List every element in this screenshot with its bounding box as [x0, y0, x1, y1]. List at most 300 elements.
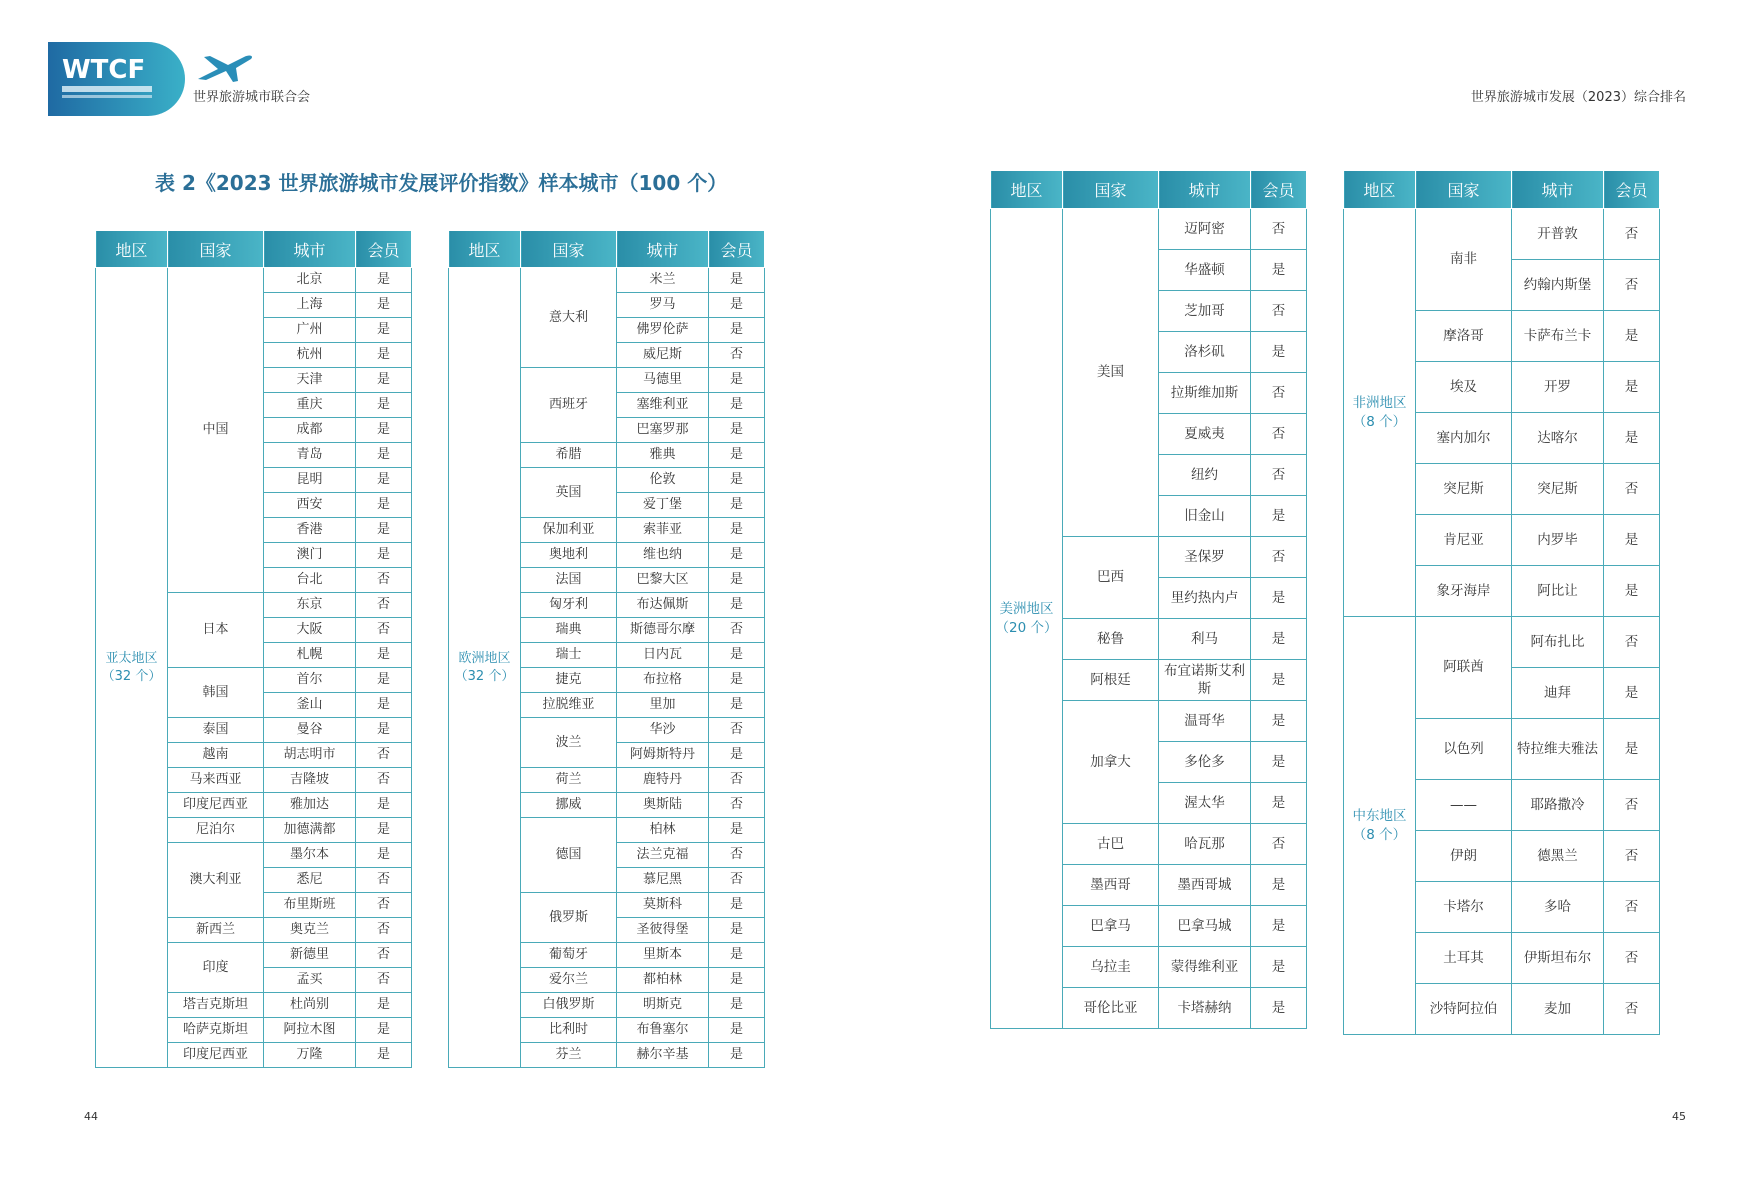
city-cell: 纽约	[1159, 455, 1251, 496]
member-cell: 是	[1251, 578, 1307, 619]
city-cell: 阿姆斯特丹	[617, 743, 709, 768]
europe-table	[448, 230, 765, 1068]
member-cell: 是	[356, 443, 412, 468]
city-cell: 马德里	[617, 368, 709, 393]
city-cell: 圣保罗	[1159, 537, 1251, 578]
country-cell: 印度尼西亚	[168, 793, 264, 818]
country-cell: 匈牙利	[521, 593, 617, 618]
country-cell: 新西兰	[168, 918, 264, 943]
city-cell: 索菲亚	[617, 518, 709, 543]
member-cell: 是	[356, 268, 412, 293]
member-cell: 是	[1251, 742, 1307, 783]
member-cell: 是	[709, 968, 765, 993]
country-cell: 印度	[168, 943, 264, 993]
city-cell: 札幌	[264, 643, 356, 668]
city-cell: 威尼斯	[617, 343, 709, 368]
member-cell: 否	[709, 843, 765, 868]
member-cell: 否	[356, 593, 412, 618]
city-cell: 布鲁塞尔	[617, 1018, 709, 1043]
member-cell: 否	[1251, 291, 1307, 332]
member-cell: 否	[709, 768, 765, 793]
country-cell: 巴西	[1063, 537, 1159, 619]
country-cell: 保加利亚	[521, 518, 617, 543]
country-cell: 希腊	[521, 443, 617, 468]
city-cell: 洛杉矶	[1159, 332, 1251, 373]
country-cell: 以色列	[1416, 719, 1512, 780]
country-cell: 卡塔尔	[1416, 882, 1512, 933]
country-cell: 越南	[168, 743, 264, 768]
city-cell: 法兰克福	[617, 843, 709, 868]
member-cell: 是	[356, 993, 412, 1018]
country-cell: 塔吉克斯坦	[168, 993, 264, 1018]
city-cell: 西安	[264, 493, 356, 518]
city-cell: 重庆	[264, 393, 356, 418]
city-cell: 布达佩斯	[617, 593, 709, 618]
city-cell: 明斯克	[617, 993, 709, 1018]
city-cell: 柏林	[617, 818, 709, 843]
city-cell: 曼谷	[264, 718, 356, 743]
member-cell: 否	[356, 743, 412, 768]
region-count: （8 个）	[1352, 413, 1407, 430]
city-cell: 雅典	[617, 443, 709, 468]
member-cell: 否	[1604, 209, 1660, 260]
member-cell: 是	[709, 1043, 765, 1068]
city-cell: 伊斯坦布尔	[1512, 933, 1604, 984]
member-cell: 否	[356, 893, 412, 918]
city-cell: 爱丁堡	[617, 493, 709, 518]
country-cell: 阿联酋	[1416, 617, 1512, 719]
member-cell: 是	[356, 1018, 412, 1043]
member-cell: 否	[1251, 824, 1307, 865]
member-cell: 否	[1251, 455, 1307, 496]
airplane-icon	[196, 49, 254, 83]
city-cell: 圣彼得堡	[617, 918, 709, 943]
region-cell	[96, 268, 168, 1068]
city-cell: 天津	[264, 368, 356, 393]
country-cell: 奥地利	[521, 543, 617, 568]
member-cell: 否	[1604, 933, 1660, 984]
city-cell: 广州	[264, 318, 356, 343]
table-row	[1344, 209, 1660, 260]
city-cell: 罗马	[617, 293, 709, 318]
member-cell: 是	[1604, 362, 1660, 413]
member-cell: 是	[709, 518, 765, 543]
city-cell: 特拉维夫雅法	[1512, 719, 1604, 780]
member-cell: 是	[709, 668, 765, 693]
country-cell: 日本	[168, 593, 264, 668]
city-cell: 旧金山	[1159, 496, 1251, 537]
member-cell: 是	[709, 368, 765, 393]
svg-text:WTCF: WTCF	[62, 55, 146, 85]
member-cell: 是	[1604, 668, 1660, 719]
member-cell: 是	[709, 443, 765, 468]
country-cell: 捷克	[521, 668, 617, 693]
member-cell: 是	[709, 418, 765, 443]
col-header-city: 城市	[264, 231, 356, 268]
col-header-member: 会员	[1604, 171, 1660, 209]
city-cell: 青岛	[264, 443, 356, 468]
region-count: （20 个）	[995, 619, 1058, 636]
city-cell: 悉尼	[264, 868, 356, 893]
member-cell: 是	[709, 643, 765, 668]
city-cell: 万隆	[264, 1043, 356, 1068]
region-cell	[991, 209, 1063, 1029]
country-cell: 泰国	[168, 718, 264, 743]
country-cell: 墨西哥	[1063, 865, 1159, 906]
member-cell: 是	[356, 393, 412, 418]
member-cell: 否	[709, 793, 765, 818]
member-cell: 是	[1251, 947, 1307, 988]
country-cell: 象牙海岸	[1416, 566, 1512, 617]
member-cell: 是	[356, 643, 412, 668]
country-cell: 瑞士	[521, 643, 617, 668]
member-cell: 是	[1251, 660, 1307, 701]
city-cell: 杭州	[264, 343, 356, 368]
col-header-city: 城市	[617, 231, 709, 268]
city-cell: 巴塞罗那	[617, 418, 709, 443]
city-cell: 迪拜	[1512, 668, 1604, 719]
country-cell: 澳大利亚	[168, 843, 264, 918]
member-cell: 是	[356, 293, 412, 318]
city-cell: 上海	[264, 293, 356, 318]
city-cell: 温哥华	[1159, 701, 1251, 742]
country-cell: 波兰	[521, 718, 617, 768]
city-cell: 首尔	[264, 668, 356, 693]
city-cell: 迈阿密	[1159, 209, 1251, 250]
country-cell: 意大利	[521, 268, 617, 368]
city-cell: 胡志明市	[264, 743, 356, 768]
country-cell: 肯尼亚	[1416, 515, 1512, 566]
member-cell: 是	[1251, 988, 1307, 1029]
member-cell: 否	[1604, 984, 1660, 1035]
member-cell: 是	[1604, 515, 1660, 566]
city-cell: 阿布扎比	[1512, 617, 1604, 668]
member-cell: 否	[356, 968, 412, 993]
member-cell: 是	[1251, 619, 1307, 660]
city-cell: 达喀尔	[1512, 413, 1604, 464]
city-cell: 孟买	[264, 968, 356, 993]
city-cell: 大阪	[264, 618, 356, 643]
region-cell	[1344, 617, 1416, 1035]
city-cell: 维也纳	[617, 543, 709, 568]
americas-table	[990, 170, 1307, 1029]
member-cell: 是	[1251, 783, 1307, 824]
region-count: （32 个）	[101, 668, 162, 684]
member-cell: 否	[1251, 209, 1307, 250]
country-cell: 阿根廷	[1063, 660, 1159, 701]
city-cell: 日内瓦	[617, 643, 709, 668]
col-header-region: 地区	[96, 231, 168, 268]
member-cell: 否	[1604, 831, 1660, 882]
member-cell: 是	[1251, 701, 1307, 742]
member-cell: 否	[1604, 780, 1660, 831]
member-cell: 是	[709, 393, 765, 418]
city-cell: 雅加达	[264, 793, 356, 818]
country-cell: 韩国	[168, 668, 264, 718]
city-cell: 墨西哥城	[1159, 865, 1251, 906]
member-cell: 是	[709, 493, 765, 518]
country-cell: 德国	[521, 818, 617, 893]
member-cell: 是	[356, 468, 412, 493]
country-cell: 加拿大	[1063, 701, 1159, 824]
member-cell: 是	[709, 818, 765, 843]
member-cell: 是	[1604, 719, 1660, 780]
table-row	[991, 209, 1307, 250]
member-cell: 否	[1604, 260, 1660, 311]
region-cell	[1344, 209, 1416, 617]
member-cell: 是	[356, 818, 412, 843]
city-cell: 里斯本	[617, 943, 709, 968]
city-cell: 加德满都	[264, 818, 356, 843]
country-cell: 俄罗斯	[521, 893, 617, 943]
member-cell: 否	[709, 868, 765, 893]
member-cell: 是	[1251, 865, 1307, 906]
country-cell: 巴拿马	[1063, 906, 1159, 947]
country-cell: 荷兰	[521, 768, 617, 793]
col-header-city: 城市	[1159, 171, 1251, 209]
region-name: 非洲地区	[1352, 395, 1407, 412]
member-cell: 是	[709, 293, 765, 318]
member-cell: 是	[1251, 906, 1307, 947]
member-cell: 是	[709, 693, 765, 718]
city-cell: 新德里	[264, 943, 356, 968]
member-cell: 是	[356, 368, 412, 393]
country-cell: 芬兰	[521, 1043, 617, 1068]
city-cell: 鹿特丹	[617, 768, 709, 793]
table-row	[96, 268, 412, 293]
city-cell: 阿拉木图	[264, 1018, 356, 1043]
member-cell: 是	[1604, 413, 1660, 464]
col-header-region: 地区	[449, 231, 521, 268]
country-cell: 拉脱维亚	[521, 693, 617, 718]
city-cell: 香港	[264, 518, 356, 543]
member-cell: 是	[356, 543, 412, 568]
member-cell: 是	[709, 568, 765, 593]
page-number-left: 44	[84, 1110, 98, 1123]
member-cell: 是	[709, 268, 765, 293]
region-count: （8 个）	[1352, 826, 1407, 843]
member-cell: 否	[709, 618, 765, 643]
city-cell: 奥克兰	[264, 918, 356, 943]
city-cell: 奥斯陆	[617, 793, 709, 818]
member-cell: 是	[1251, 332, 1307, 373]
table-row	[449, 268, 765, 293]
country-cell: 摩洛哥	[1416, 311, 1512, 362]
city-cell: 麦加	[1512, 984, 1604, 1035]
member-cell: 是	[709, 543, 765, 568]
city-cell: 拉斯维加斯	[1159, 373, 1251, 414]
country-cell: 尼泊尔	[168, 818, 264, 843]
city-cell: 哈瓦那	[1159, 824, 1251, 865]
member-cell: 是	[356, 693, 412, 718]
city-cell: 吉隆坡	[264, 768, 356, 793]
member-cell: 是	[356, 718, 412, 743]
city-cell: 东京	[264, 593, 356, 618]
member-cell: 否	[709, 343, 765, 368]
city-cell: 巴黎大区	[617, 568, 709, 593]
city-cell: 里加	[617, 693, 709, 718]
member-cell: 是	[1604, 566, 1660, 617]
city-cell: 开罗	[1512, 362, 1604, 413]
member-cell: 否	[1251, 537, 1307, 578]
city-cell: 布宜诺斯艾利斯	[1159, 660, 1251, 701]
city-cell: 釜山	[264, 693, 356, 718]
country-cell: 塞内加尔	[1416, 413, 1512, 464]
member-cell: 是	[709, 993, 765, 1018]
member-cell: 是	[356, 668, 412, 693]
city-cell: 慕尼黑	[617, 868, 709, 893]
country-cell: 乌拉圭	[1063, 947, 1159, 988]
city-cell: 米兰	[617, 268, 709, 293]
col-header-country: 国家	[1416, 171, 1512, 209]
city-cell: 开普敦	[1512, 209, 1604, 260]
city-cell: 澳门	[264, 543, 356, 568]
member-cell: 否	[356, 568, 412, 593]
member-cell: 否	[1604, 617, 1660, 668]
member-cell: 是	[709, 743, 765, 768]
member-cell: 是	[356, 518, 412, 543]
city-cell: 利马	[1159, 619, 1251, 660]
country-cell: 美国	[1063, 209, 1159, 537]
member-cell: 是	[356, 318, 412, 343]
country-cell: 伊朗	[1416, 831, 1512, 882]
col-header-city: 城市	[1512, 171, 1604, 209]
city-cell: 台北	[264, 568, 356, 593]
member-cell: 是	[709, 318, 765, 343]
member-cell: 是	[709, 1018, 765, 1043]
member-cell: 是	[709, 943, 765, 968]
africa-mideast-table	[1343, 170, 1660, 1035]
country-cell: 突尼斯	[1416, 464, 1512, 515]
city-cell: 渥太华	[1159, 783, 1251, 824]
member-cell: 否	[356, 618, 412, 643]
member-cell: 是	[709, 468, 765, 493]
wtcf-logo	[48, 42, 188, 116]
city-cell: 巴拿马城	[1159, 906, 1251, 947]
country-cell: 哥伦比亚	[1063, 988, 1159, 1029]
col-header-member: 会员	[709, 231, 765, 268]
city-cell: 成都	[264, 418, 356, 443]
member-cell: 否	[356, 918, 412, 943]
member-cell: 是	[356, 793, 412, 818]
country-cell: 土耳其	[1416, 933, 1512, 984]
country-cell: ——	[1416, 780, 1512, 831]
member-cell: 否	[1251, 373, 1307, 414]
country-cell: 埃及	[1416, 362, 1512, 413]
col-header-member: 会员	[356, 231, 412, 268]
country-cell: 爱尔兰	[521, 968, 617, 993]
city-cell: 内罗毕	[1512, 515, 1604, 566]
city-cell: 卡塔赫纳	[1159, 988, 1251, 1029]
region-name: 欧洲地区	[458, 650, 511, 666]
city-cell: 华沙	[617, 718, 709, 743]
city-cell: 塞维利亚	[617, 393, 709, 418]
city-cell: 布拉格	[617, 668, 709, 693]
city-cell: 芝加哥	[1159, 291, 1251, 332]
city-cell: 赫尔辛基	[617, 1043, 709, 1068]
country-cell: 西班牙	[521, 368, 617, 443]
region-name: 亚太地区	[105, 650, 158, 666]
table-title: 表 2《2023 世界旅游城市发展评价指数》样本城市（100 个）	[155, 171, 728, 195]
member-cell: 否	[356, 868, 412, 893]
country-cell: 秘鲁	[1063, 619, 1159, 660]
city-cell: 华盛顿	[1159, 250, 1251, 291]
city-cell: 墨尔本	[264, 843, 356, 868]
region-name: 中东地区	[1352, 808, 1407, 825]
country-cell: 马来西亚	[168, 768, 264, 793]
col-header-member: 会员	[1251, 171, 1307, 209]
country-cell: 白俄罗斯	[521, 993, 617, 1018]
country-cell: 中国	[168, 268, 264, 593]
col-header-region: 地区	[1344, 171, 1416, 209]
member-cell: 是	[356, 843, 412, 868]
city-cell: 布里斯班	[264, 893, 356, 918]
report-title: 世界旅游城市发展（2023）综合排名	[1470, 90, 1686, 105]
city-cell: 莫斯科	[617, 893, 709, 918]
country-cell: 南非	[1416, 209, 1512, 311]
city-cell: 夏威夷	[1159, 414, 1251, 455]
member-cell: 是	[1604, 311, 1660, 362]
asia-pacific-table	[95, 230, 412, 1068]
member-cell: 是	[1251, 250, 1307, 291]
member-cell: 是	[356, 418, 412, 443]
member-cell: 是	[709, 593, 765, 618]
org-name: 世界旅游城市联合会	[193, 90, 311, 105]
city-cell: 里约热内卢	[1159, 578, 1251, 619]
member-cell: 否	[1251, 414, 1307, 455]
city-cell: 都柏林	[617, 968, 709, 993]
country-cell: 挪威	[521, 793, 617, 818]
city-cell: 多伦多	[1159, 742, 1251, 783]
member-cell: 否	[356, 943, 412, 968]
col-header-region: 地区	[991, 171, 1063, 209]
city-cell: 北京	[264, 268, 356, 293]
member-cell: 是	[709, 893, 765, 918]
country-cell: 哈萨克斯坦	[168, 1018, 264, 1043]
city-cell: 斯德哥尔摩	[617, 618, 709, 643]
city-cell: 伦敦	[617, 468, 709, 493]
country-cell: 沙特阿拉伯	[1416, 984, 1512, 1035]
country-cell: 英国	[521, 468, 617, 518]
country-cell: 印度尼西亚	[168, 1043, 264, 1068]
region-name: 美洲地区	[999, 601, 1054, 618]
city-cell: 多哈	[1512, 882, 1604, 933]
city-cell: 蒙得维利亚	[1159, 947, 1251, 988]
country-cell: 法国	[521, 568, 617, 593]
member-cell: 是	[1251, 496, 1307, 537]
col-header-country: 国家	[168, 231, 264, 268]
member-cell: 是	[356, 493, 412, 518]
member-cell: 是	[356, 1043, 412, 1068]
region-cell	[449, 268, 521, 1068]
member-cell: 是	[356, 343, 412, 368]
country-cell: 葡萄牙	[521, 943, 617, 968]
city-cell: 耶路撒冷	[1512, 780, 1604, 831]
region-count: （32 个）	[454, 668, 515, 684]
city-cell: 杜尚别	[264, 993, 356, 1018]
city-cell: 约翰内斯堡	[1512, 260, 1604, 311]
member-cell: 否	[709, 718, 765, 743]
member-cell: 是	[709, 918, 765, 943]
table-row	[1344, 617, 1660, 668]
city-cell: 卡萨布兰卡	[1512, 311, 1604, 362]
member-cell: 否	[1604, 882, 1660, 933]
member-cell: 否	[356, 768, 412, 793]
city-cell: 突尼斯	[1512, 464, 1604, 515]
page-number-right: 45	[1672, 1110, 1686, 1123]
city-cell: 昆明	[264, 468, 356, 493]
col-header-country: 国家	[1063, 171, 1159, 209]
